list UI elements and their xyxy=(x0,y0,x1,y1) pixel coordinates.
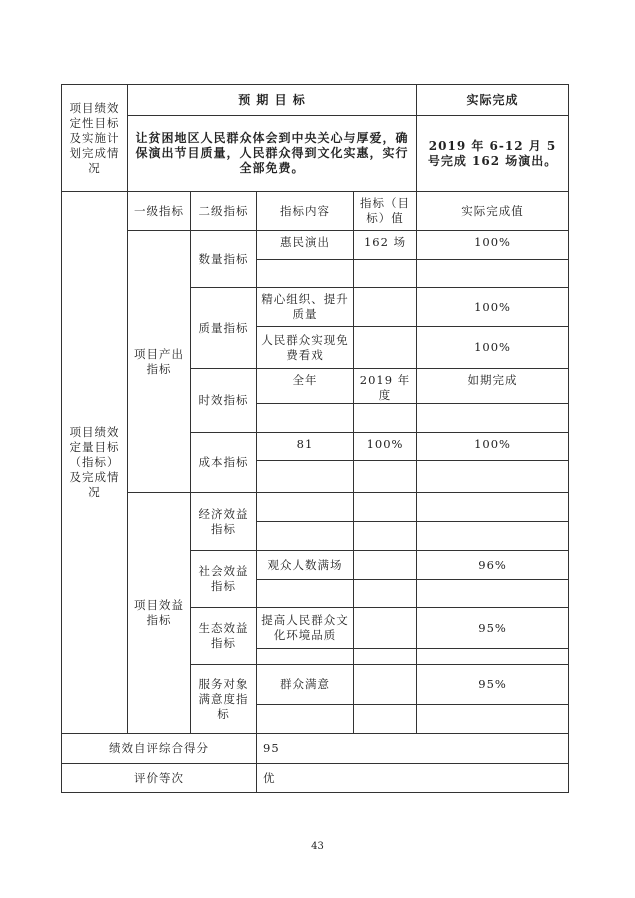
empty-cell xyxy=(417,461,569,493)
quantity-actual: 100% xyxy=(417,231,569,260)
satisfaction-actual: 95% xyxy=(417,665,569,705)
header-level2: 二级指标 xyxy=(191,192,257,231)
score-label: 绩效自评综合得分 xyxy=(62,734,257,764)
quality-actual: 100% xyxy=(417,288,569,327)
social-content: 观众人数满场 xyxy=(257,551,354,580)
empty-cell xyxy=(417,705,569,734)
empty-cell xyxy=(354,461,417,493)
cost-actual: 100% xyxy=(417,433,569,461)
timeliness-label: 时效指标 xyxy=(191,369,257,433)
empty-cell xyxy=(354,551,417,580)
empty-cell xyxy=(354,665,417,705)
header-target: 指标（目标）值 xyxy=(354,192,417,231)
satisfaction-content: 群众满意 xyxy=(257,665,354,705)
ecological-actual: 95% xyxy=(417,608,569,649)
empty-cell xyxy=(417,649,569,665)
empty-cell xyxy=(354,260,417,288)
empty-cell xyxy=(257,649,354,665)
empty-cell xyxy=(354,493,417,522)
rating-label: 评价等次 xyxy=(62,764,257,793)
quality-label: 质量指标 xyxy=(191,288,257,369)
ecological-label: 生态效益指标 xyxy=(191,608,257,665)
quantitative-label: 项目绩效定量目标（指标）及完成情况 xyxy=(62,192,128,734)
quality-actual: 100% xyxy=(417,327,569,369)
empty-cell xyxy=(257,580,354,608)
empty-cell xyxy=(257,705,354,734)
empty-cell xyxy=(354,522,417,551)
header-actual: 实际完成值 xyxy=(417,192,569,231)
page-number: 43 xyxy=(311,841,324,852)
header-level1: 一级指标 xyxy=(128,192,191,231)
expected-text: 让贫困地区人民群众体会到中央关心与厚爱，确保演出节目质量，人民群众得到文化实惠，实行全部免费。 xyxy=(128,116,417,192)
empty-cell xyxy=(354,580,417,608)
empty-cell xyxy=(354,608,417,649)
quantity-content: 惠民演出 xyxy=(257,231,354,260)
header-content: 指标内容 xyxy=(257,192,354,231)
empty-cell xyxy=(257,493,354,522)
empty-cell xyxy=(354,404,417,433)
timeliness-target: 2019 年度 xyxy=(354,369,417,404)
empty-cell xyxy=(354,649,417,665)
rating-value: 优 xyxy=(257,764,569,793)
performance-table xyxy=(61,84,569,793)
expected-header: 预 期 目 标 xyxy=(128,85,417,116)
empty-cell xyxy=(417,580,569,608)
actual-header: 实际完成 xyxy=(417,85,569,116)
empty-cell xyxy=(257,522,354,551)
social-actual: 96% xyxy=(417,551,569,580)
timeliness-content: 全年 xyxy=(257,369,354,404)
empty-cell xyxy=(257,260,354,288)
satisfaction-label: 服务对象满意度指标 xyxy=(191,665,257,734)
empty-cell xyxy=(417,522,569,551)
social-label: 社会效益指标 xyxy=(191,551,257,608)
cost-content: 81 xyxy=(257,433,354,461)
output-label: 项目产出指标 xyxy=(128,231,191,493)
quantity-label: 数量指标 xyxy=(191,231,257,288)
empty-cell xyxy=(417,493,569,522)
quality-target xyxy=(354,327,417,369)
quantity-target: 162 场 xyxy=(354,231,417,260)
economic-label: 经济效益指标 xyxy=(191,493,257,551)
actual-text: 2019 年 6-12 月 5 号完成 162 场演出。 xyxy=(417,116,569,192)
benefit-label: 项目效益指标 xyxy=(128,493,191,734)
timeliness-actual: 如期完成 xyxy=(417,369,569,404)
empty-cell xyxy=(354,705,417,734)
qualitative-label: 项目绩效定性目标及实施计划完成情况 xyxy=(62,85,128,192)
quality-target xyxy=(354,288,417,327)
quality-content: 人民群众实现免费看戏 xyxy=(257,327,354,369)
empty-cell xyxy=(417,404,569,433)
quality-content: 精心组织、提升质量 xyxy=(257,288,354,327)
cost-label: 成本指标 xyxy=(191,433,257,493)
score-value: 95 xyxy=(257,734,569,764)
ecological-content: 提高人民群众文化环境品质 xyxy=(257,608,354,649)
empty-cell xyxy=(257,404,354,433)
cost-target: 100% xyxy=(354,433,417,461)
empty-cell xyxy=(257,461,354,493)
empty-cell xyxy=(417,260,569,288)
